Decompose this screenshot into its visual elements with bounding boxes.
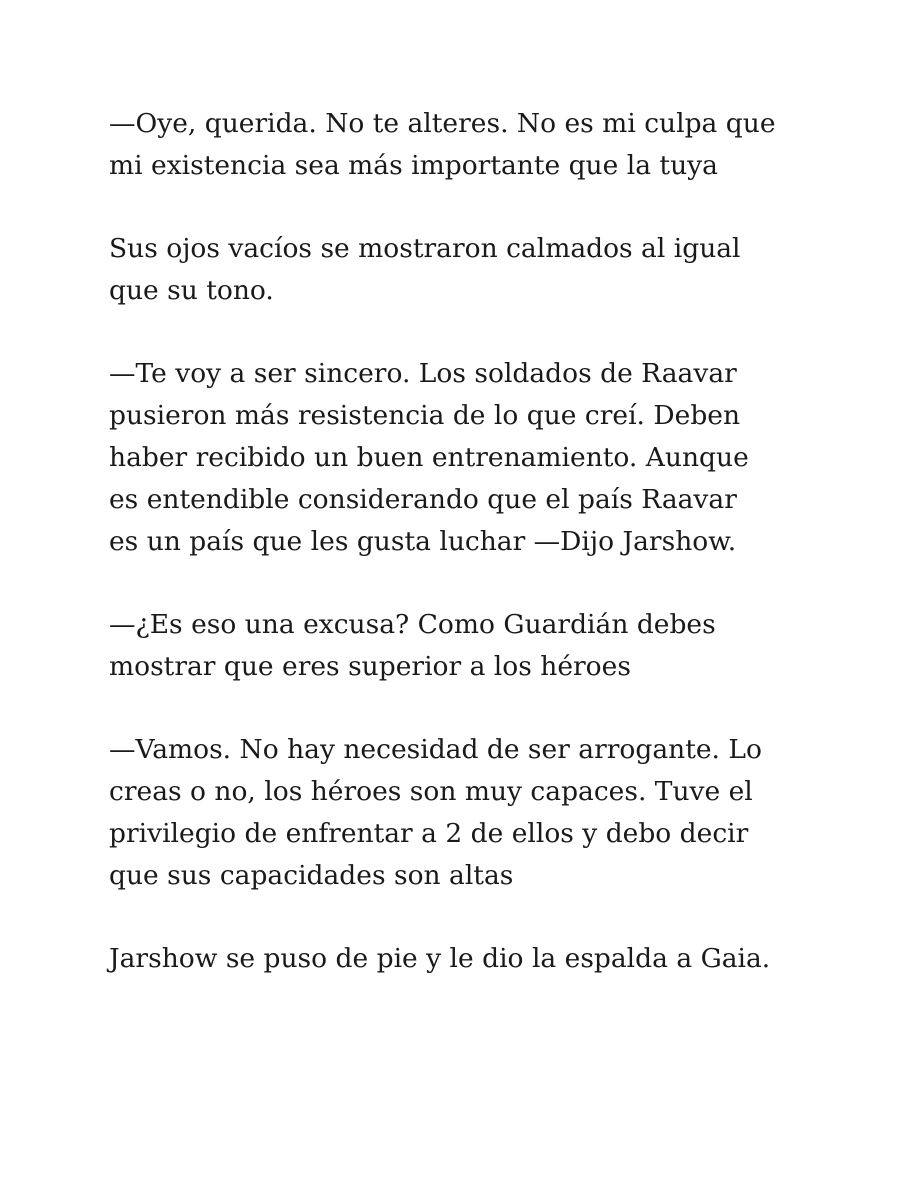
text-line: Jarshow se puso de pie y le dio la espalda a Gaia. <box>109 943 771 974</box>
text-line: que su tono. <box>109 275 274 306</box>
text-line: es entendible considerando que el país Raavar <box>109 484 737 515</box>
text-line: —Vamos. No hay necesidad de ser arrogante. Lo <box>109 734 762 765</box>
text-line: mostrar que eres superior a los héroes <box>109 651 631 682</box>
paragraph-3 <box>109 353 829 563</box>
paragraph-5 <box>109 729 829 897</box>
document-body <box>109 103 829 1021</box>
text-line: que sus capacidades son altas <box>109 860 514 891</box>
text-line: es un país que les gusta luchar —Dijo Jarshow. <box>109 526 737 557</box>
paragraph-4 <box>109 604 829 688</box>
text-line: Sus ojos vacíos se mostraron calmados al igual <box>109 233 741 264</box>
text-line: privilegio de enfrentar a 2 de ellos y debo decir <box>109 818 749 849</box>
paragraph-1 <box>109 103 829 187</box>
text-line: —¿Es eso una excusa? Como Guardián debes <box>109 609 716 640</box>
text-line: mi existencia sea más importante que la tuya <box>109 150 718 181</box>
paragraph-6 <box>109 938 829 980</box>
text-line: creas o no, los héroes son muy capaces. Tuve el <box>109 776 753 807</box>
text-line: pusieron más resistencia de lo que creí. Deben <box>109 400 741 431</box>
text-line: —Te voy a ser sincero. Los soldados de Raavar <box>109 358 737 389</box>
text-line: haber recibido un buen entrenamiento. Aunque <box>109 442 749 473</box>
paragraph-2 <box>109 228 829 312</box>
text-line: —Oye, querida. No te alteres. No es mi culpa que <box>109 108 776 139</box>
